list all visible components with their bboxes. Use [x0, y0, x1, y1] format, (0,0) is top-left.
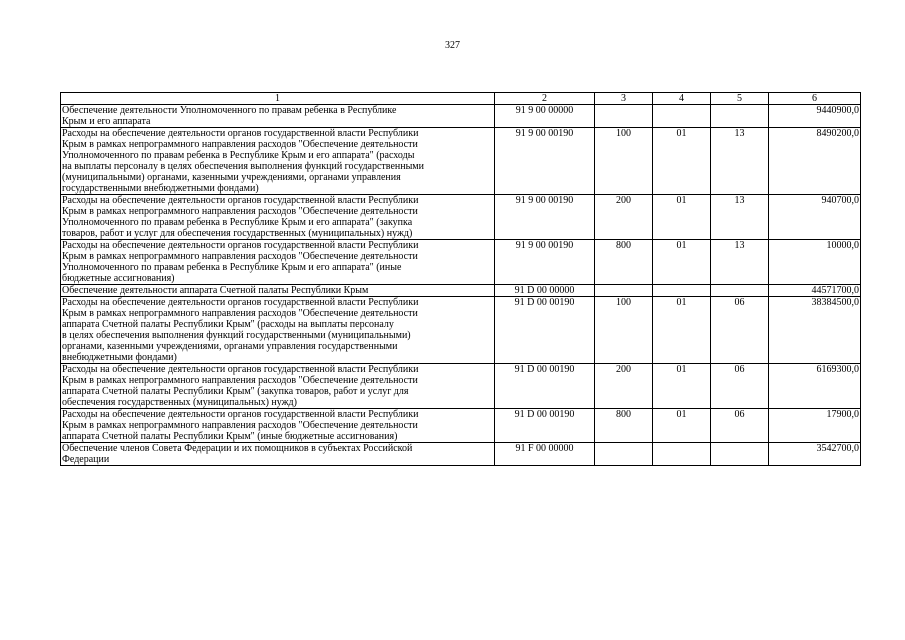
row-section: 01: [653, 297, 711, 364]
row-code: 91 D 00 00190: [495, 297, 595, 364]
row-code: 91 D 00 00000: [495, 285, 595, 297]
row-expense-type: 100: [595, 128, 653, 195]
row-code: 91 9 00 00000: [495, 105, 595, 128]
row-description: Расходы на обеспечение деятельности органов государственной власти Республики Крым в рамках непрограммного направления расходов "Обеспечение деятельности Уполномоченного по правам ребенка в Республике Крым и его аппарата" (расходы на выплаты персоналу в целях обеспечения выполнения функций государственными (муниципальными) органами, казенными учреждениями, органами управления государственными внебюджетными фондами): [61, 128, 495, 195]
row-expense-type: 800: [595, 409, 653, 443]
row-section: 01: [653, 409, 711, 443]
row-expense-type: 100: [595, 297, 653, 364]
row-amount: 8490200,0: [769, 128, 861, 195]
table-row: [61, 364, 861, 409]
row-description: Обеспечение членов Совета Федерации и их помощников в субъектах Российской Федерации: [61, 443, 495, 466]
table-row: [61, 195, 861, 240]
column-header: 4: [653, 93, 711, 105]
column-header: 6: [769, 93, 861, 105]
row-amount: 10000,0: [769, 240, 861, 285]
row-subsection: 13: [711, 128, 769, 195]
row-section: [653, 443, 711, 466]
table-row: [61, 128, 861, 195]
row-section: 01: [653, 240, 711, 285]
table-row: [61, 443, 861, 466]
column-header: 3: [595, 93, 653, 105]
row-amount: 38384500,0: [769, 297, 861, 364]
row-section: [653, 105, 711, 128]
row-subsection: [711, 285, 769, 297]
row-subsection: 06: [711, 364, 769, 409]
row-subsection: 06: [711, 297, 769, 364]
table-row: [61, 285, 861, 297]
row-amount: 17900,0: [769, 409, 861, 443]
row-section: 01: [653, 128, 711, 195]
row-amount: 6169300,0: [769, 364, 861, 409]
row-code: 91 9 00 00190: [495, 195, 595, 240]
row-subsection: 13: [711, 195, 769, 240]
row-amount: 940700,0: [769, 195, 861, 240]
row-amount: 9440900,0: [769, 105, 861, 128]
budget-table: [60, 92, 861, 466]
table-row: [61, 105, 861, 128]
column-header: 2: [495, 93, 595, 105]
row-code: 91 9 00 00190: [495, 128, 595, 195]
row-section: [653, 285, 711, 297]
page-number: 327: [445, 40, 460, 51]
row-subsection: 13: [711, 240, 769, 285]
table-row: [61, 297, 861, 364]
row-description: Расходы на обеспечение деятельности органов государственной власти Республики Крым в рамках непрограммного направления расходов "Обеспечение деятельности аппарата Счетной палаты Республики Крым" (расходы на выплаты персоналу в целях обеспечения выполнения функций государственными (муниципальными) органами, казенными учреждениями, органами управления государственными внебюджетными фондами): [61, 297, 495, 364]
column-header: 5: [711, 93, 769, 105]
row-description: Расходы на обеспечение деятельности органов государственной власти Республики Крым в рамках непрограммного направления расходов "Обеспечение деятельности Уполномоченного по правам ребенка в Республике Крым и его аппарата" (закупка товаров, работ и услуг для обеспечения государственных (муниципальных) нужд): [61, 195, 495, 240]
table-header-row: [61, 93, 861, 105]
row-expense-type: [595, 443, 653, 466]
row-expense-type: [595, 105, 653, 128]
row-amount: 44571700,0: [769, 285, 861, 297]
row-description: Расходы на обеспечение деятельности органов государственной власти Республики Крым в рамках непрограммного направления расходов "Обеспечение деятельности Уполномоченного по правам ребенка в Республике Крым и его аппарата" (иные бюджетные ассигнования): [61, 240, 495, 285]
row-subsection: [711, 443, 769, 466]
table-row: [61, 409, 861, 443]
row-description: Расходы на обеспечение деятельности органов государственной власти Республики Крым в рамках непрограммного направления расходов "Обеспечение деятельности аппарата Счетной палаты Республики Крым" (иные бюджетные ассигнования): [61, 409, 495, 443]
column-header: 1: [61, 93, 495, 105]
row-subsection: [711, 105, 769, 128]
row-code: 91 F 00 00000: [495, 443, 595, 466]
row-expense-type: 200: [595, 195, 653, 240]
row-amount: 3542700,0: [769, 443, 861, 466]
row-description: Обеспечение деятельности Уполномоченного по правам ребенка в Республике Крым и его аппарата: [61, 105, 495, 128]
row-description: Обеспечение деятельности аппарата Счетной палаты Республики Крым: [61, 285, 495, 297]
row-description: Расходы на обеспечение деятельности органов государственной власти Республики Крым в рамках непрограммного направления расходов "Обеспечение деятельности аппарата Счетной палаты Республики Крым" (закупка товаров, работ и услуг для обеспечения государственных (муниципальных) нужд): [61, 364, 495, 409]
row-expense-type: 200: [595, 364, 653, 409]
row-section: 01: [653, 364, 711, 409]
row-code: 91 9 00 00190: [495, 240, 595, 285]
row-code: 91 D 00 00190: [495, 364, 595, 409]
row-section: 01: [653, 195, 711, 240]
table-row: [61, 240, 861, 285]
row-expense-type: [595, 285, 653, 297]
row-expense-type: 800: [595, 240, 653, 285]
row-subsection: 06: [711, 409, 769, 443]
row-code: 91 D 00 00190: [495, 409, 595, 443]
